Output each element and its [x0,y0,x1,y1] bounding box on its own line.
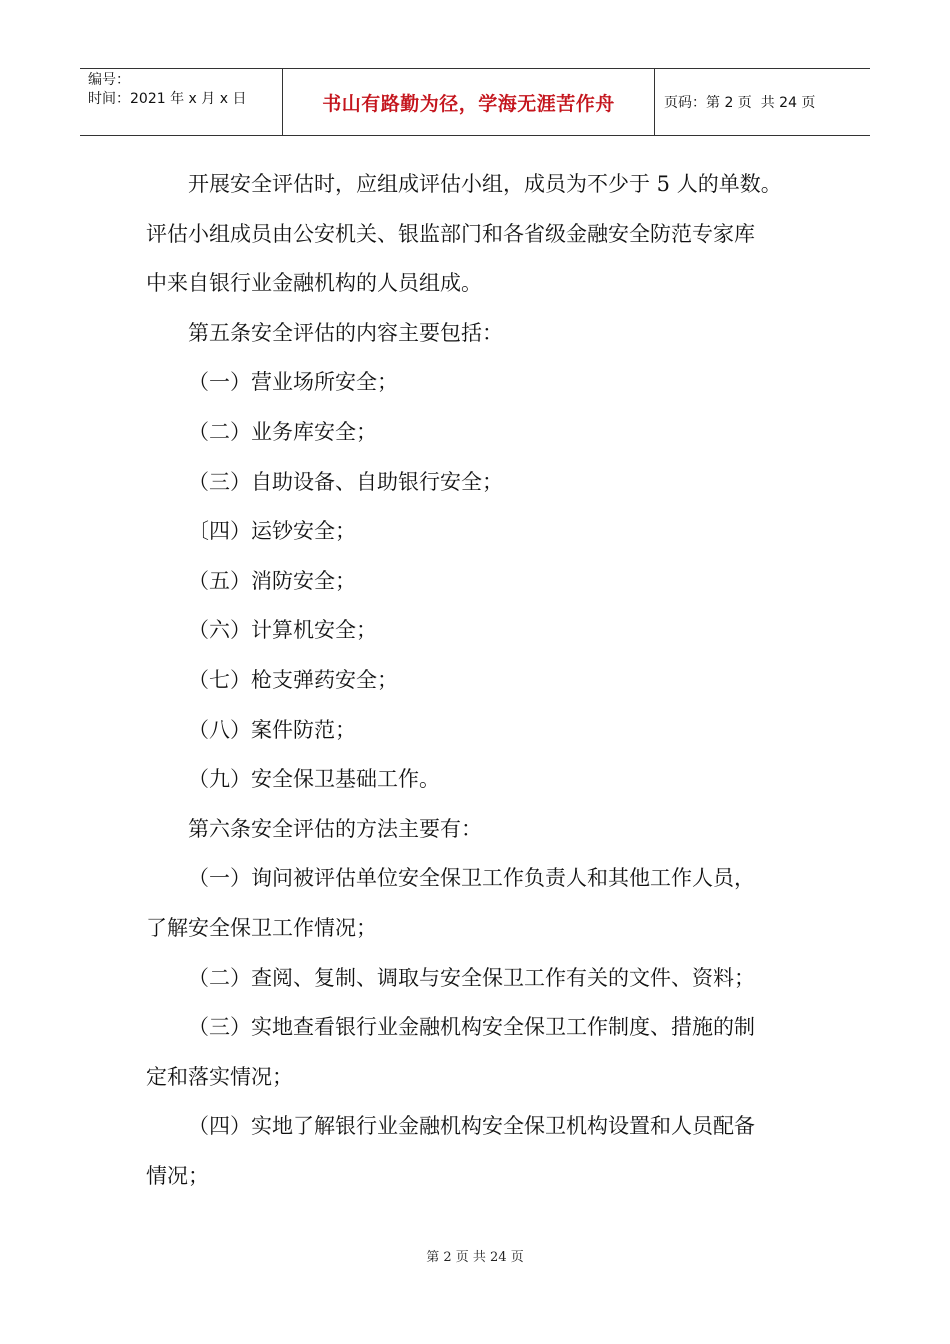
paragraph-line: （三）实地查看银行业金融机构安全保卫工作制度、措施的制 [188,1015,755,1040]
paragraph-line: （五）消防安全； [188,568,356,593]
paragraph-line: （一）询问被评估单位安全保卫工作负责人和其他工作人员， [188,866,755,891]
paragraph-line: 情况； [146,1163,209,1188]
paragraph-line: （七）枪支弹药安全； [188,667,398,692]
paragraph-line: （一）营业场所安全； [188,370,398,395]
header-meta [80,69,282,135]
paragraph-line: 中来自银行业金融机构的人员组成。 [146,271,482,296]
paragraph-line: 评估小组成员由公安机关、银监部门和各省级金融安全防范专家库 [146,221,755,246]
document-body [146,160,826,1201]
paragraph-line: （六）计算机安全； [188,618,377,643]
paragraph-line: （八）案件防范； [188,717,356,742]
page-info-text: 页码：第 2 页 共 24 页 [664,95,816,111]
header-page-info [655,69,870,135]
paragraph-line: 定和落实情况； [146,1064,293,1089]
number-label: 编号： [88,72,130,88]
paragraph-line: （九）安全保卫基础工作。 [188,767,440,792]
paragraph-line: （三）自助设备、自助银行安全； [188,469,503,494]
page-footer [0,1246,950,1265]
paragraph-line: 了解安全保卫工作情况； [146,915,377,940]
motto-text: 书山有路勤为径，学海无涯苦作舟 [322,92,615,115]
paragraph-line: （二）查阅、复制、调取与安全保卫工作有关的文件、资料； [188,965,755,990]
paragraph-line: （二）业务库安全； [188,419,377,444]
time-label: 时间：2021 年 x 月 x 日 [88,91,247,107]
footer-page-number: 第 2 页 共 24 页 [426,1250,524,1265]
paragraph-line: 第五条安全评估的内容主要包括： [188,320,503,345]
paragraph-line: 第六条安全评估的方法主要有： [188,816,482,841]
paragraph-line: （四）实地了解银行业金融机构安全保卫机构设置和人员配备 [188,1114,755,1139]
header-motto [282,69,655,135]
paragraph-line: 〔四）运钞安全； [188,519,356,544]
paragraph-line: 开展安全评估时，应组成评估小组，成员为不少于 5 人的单数。 [188,172,782,196]
page-header [80,68,870,136]
